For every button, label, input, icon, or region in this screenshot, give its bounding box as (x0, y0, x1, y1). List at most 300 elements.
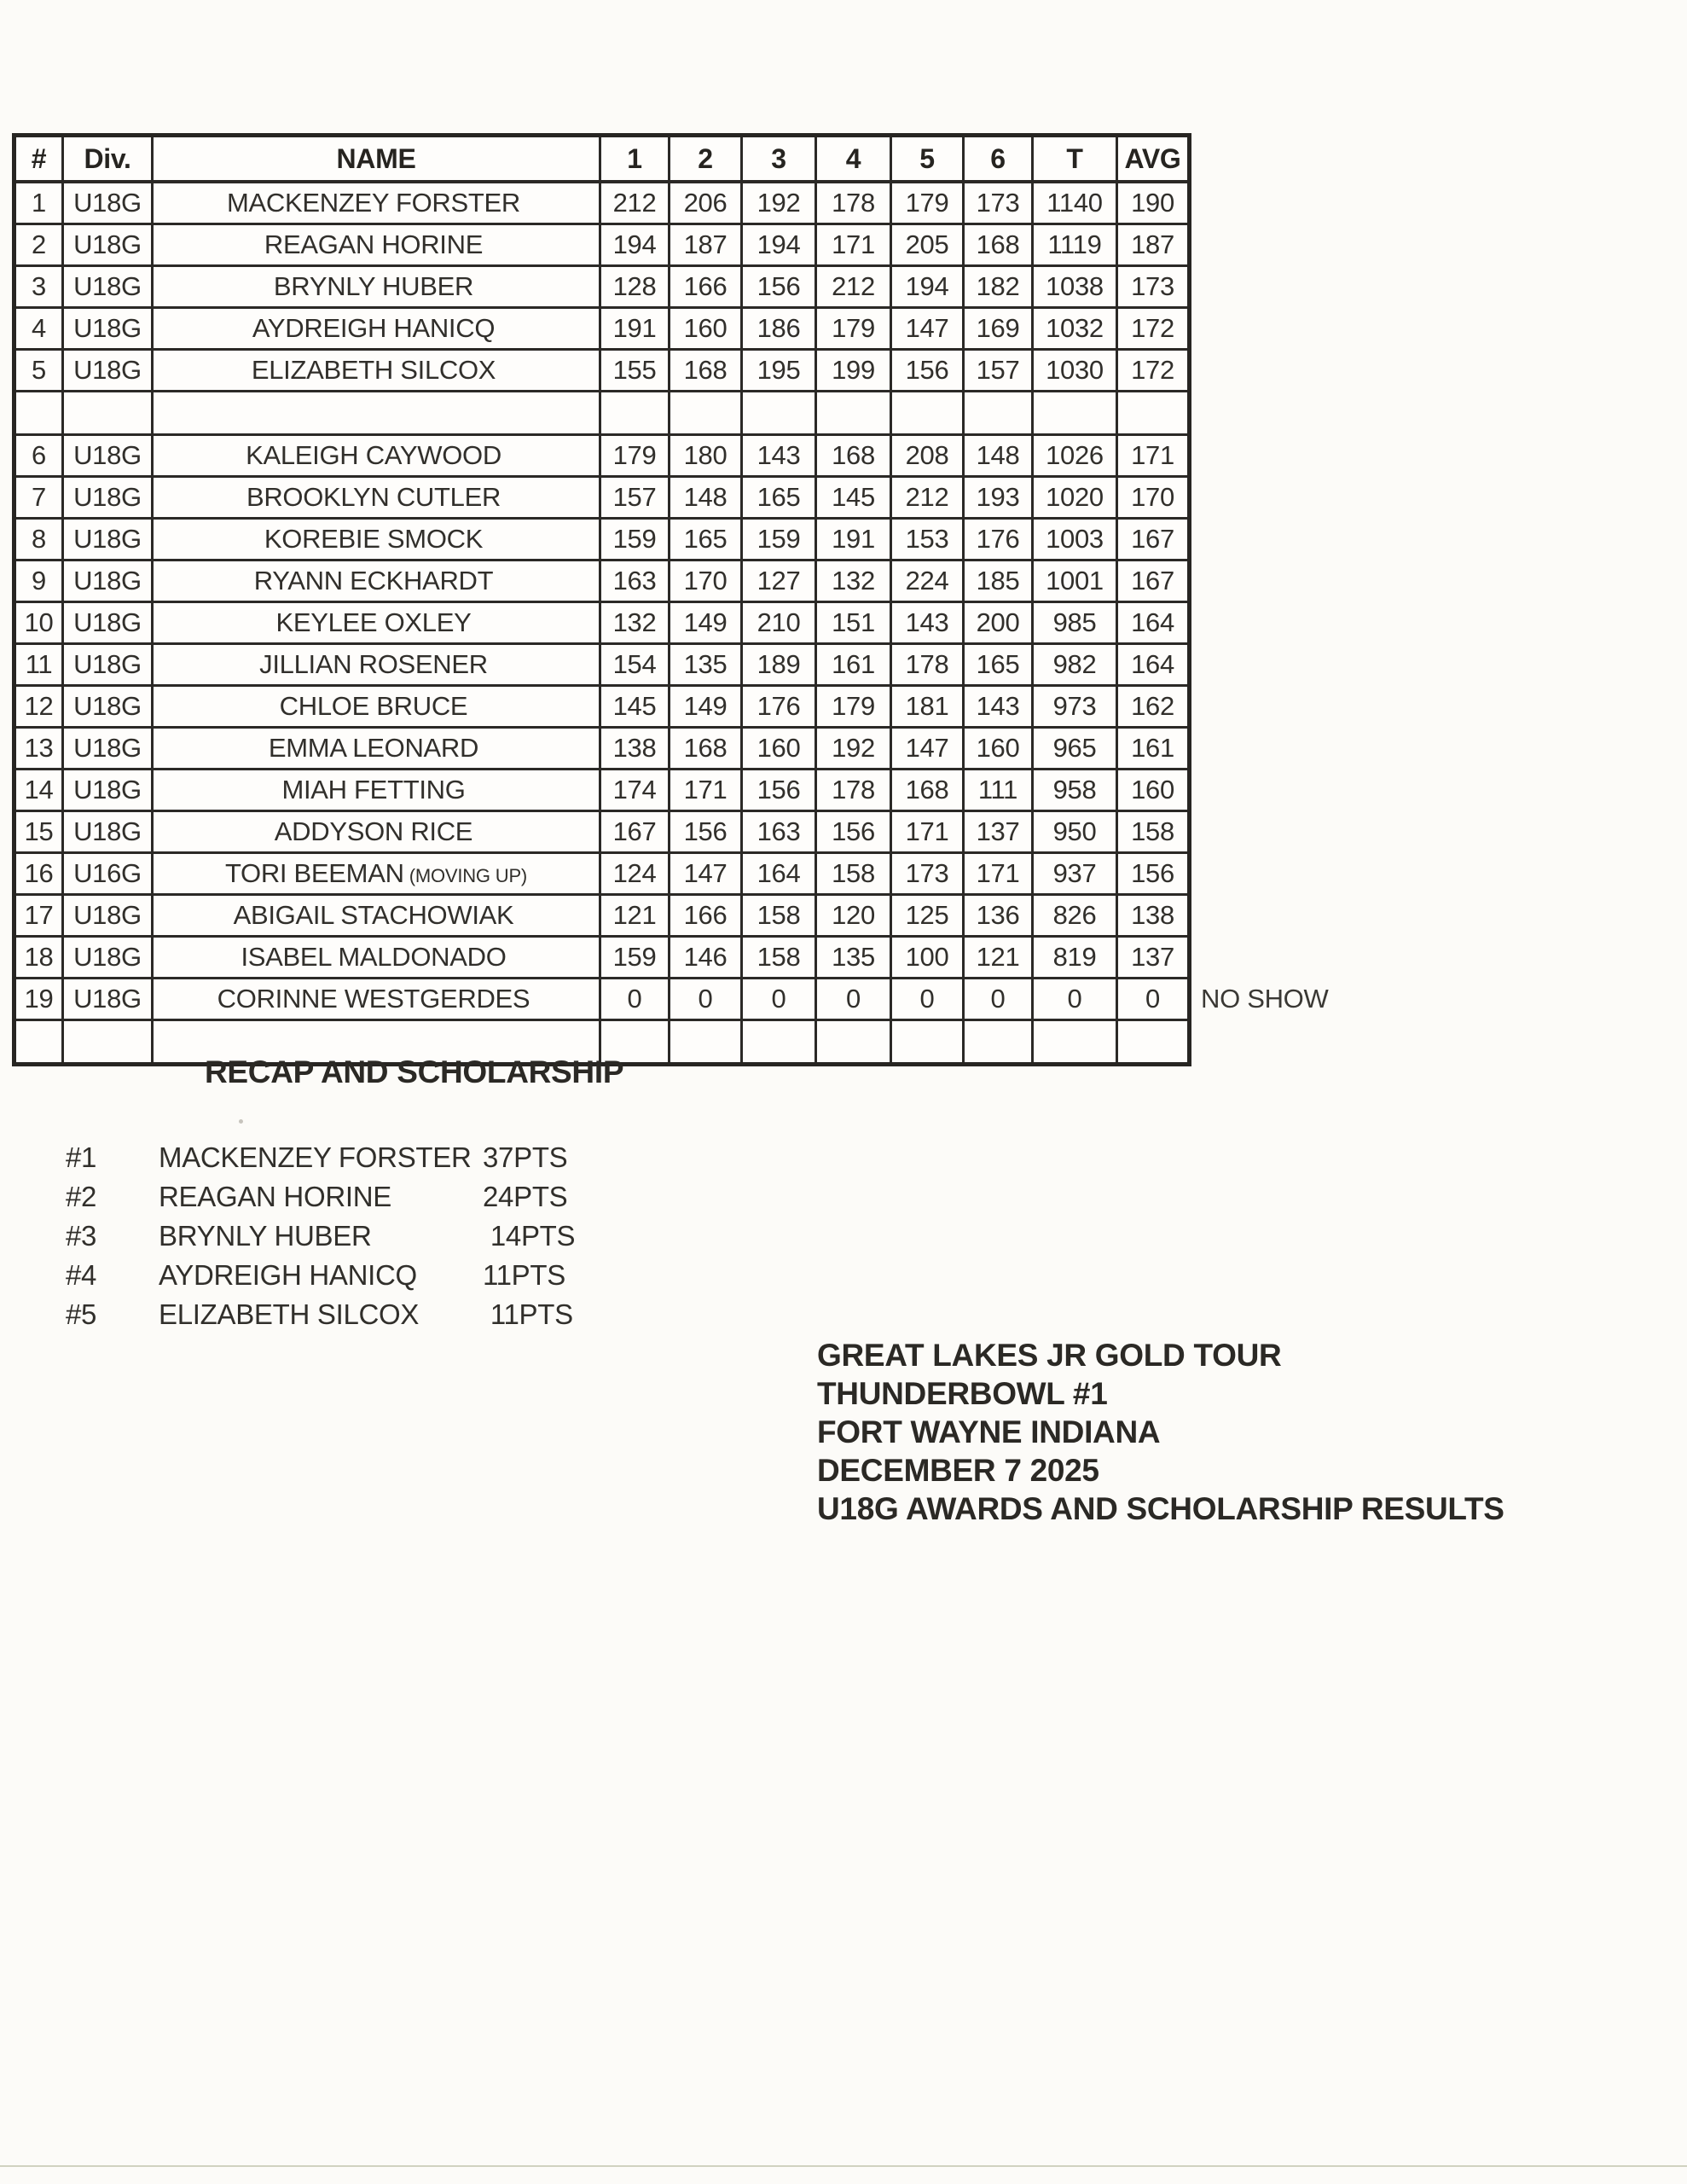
player-name: ADDYSON RICE (274, 816, 473, 846)
game-2-cell: 187 (670, 224, 742, 266)
game-2-cell: 206 (670, 182, 742, 224)
game-6-cell: 160 (964, 728, 1033, 770)
total-cell: 1003 (1033, 519, 1117, 561)
name-cell (153, 895, 600, 937)
division-cell: U18G (63, 561, 153, 602)
game-1-cell: 163 (600, 561, 670, 602)
event-info-line: U18G AWARDS AND SCHOLARSHIP RESULTS (817, 1491, 1504, 1526)
game-4-cell: 168 (816, 435, 891, 477)
division-cell: U18G (63, 519, 153, 561)
recap-item (66, 1256, 705, 1295)
total-cell: 965 (1033, 728, 1117, 770)
game-4-cell: 192 (816, 728, 891, 770)
recap-list (66, 1138, 705, 1334)
total-cell: 982 (1033, 644, 1117, 686)
name-cell (153, 224, 600, 266)
game-6-cell: 185 (964, 561, 1033, 602)
average-value: 164 (1131, 607, 1174, 637)
rank-cell: 4 (14, 308, 63, 350)
recap-item-rank: #2 (66, 1181, 97, 1212)
game-6-cell: 121 (964, 937, 1033, 979)
game-5-cell: 178 (891, 644, 964, 686)
player-name: KALEIGH CAYWOOD (246, 440, 501, 470)
average-cell (1117, 392, 1190, 435)
rank-cell: 15 (14, 811, 63, 853)
game-4-cell: 161 (816, 644, 891, 686)
game-2-cell: 168 (670, 728, 742, 770)
game-6-cell: 182 (964, 266, 1033, 308)
table-row (14, 266, 1190, 308)
table-row (14, 602, 1190, 644)
game-4-cell: 212 (816, 266, 891, 308)
header-game-5: 5 (891, 136, 964, 183)
average-value: 164 (1131, 649, 1174, 679)
average-cell (1117, 182, 1190, 224)
game-3-cell: 165 (742, 477, 816, 519)
rank-cell: 10 (14, 602, 63, 644)
name-cell (153, 770, 600, 811)
recap-item-name: REAGAN HORINE (159, 1181, 391, 1212)
game-2-cell (670, 1020, 742, 1065)
table-row (14, 561, 1190, 602)
average-value: 190 (1131, 188, 1174, 218)
game-4-cell: 179 (816, 686, 891, 728)
header-name: NAME (153, 136, 600, 183)
division-cell: U18G (63, 979, 153, 1020)
game-3-cell (742, 392, 816, 435)
game-3-cell: 195 (742, 350, 816, 392)
rank-cell: 13 (14, 728, 63, 770)
game-5-cell (891, 392, 964, 435)
results-table-body (14, 182, 1329, 1065)
total-cell: 950 (1033, 811, 1117, 853)
game-3-cell: 210 (742, 602, 816, 644)
rank-cell (14, 1020, 63, 1065)
total-cell: 1030 (1033, 350, 1117, 392)
player-name: AYDREIGH HANICQ (252, 313, 496, 343)
game-1-cell: 191 (600, 308, 670, 350)
table-row (14, 895, 1190, 937)
game-3-cell: 164 (742, 853, 816, 895)
game-2-cell: 0 (670, 979, 742, 1020)
recap-item-name: MACKENZEY FORSTER (159, 1141, 472, 1173)
rank-cell: 5 (14, 350, 63, 392)
name-cell (153, 644, 600, 686)
header-game-2: 2 (670, 136, 742, 183)
results-table-header (14, 136, 1190, 183)
table-row (14, 853, 1190, 895)
game-4-cell: 179 (816, 308, 891, 350)
game-2-cell (670, 392, 742, 435)
division-cell (63, 392, 153, 435)
rank-cell: 6 (14, 435, 63, 477)
game-1-cell: 132 (600, 602, 670, 644)
scan-artifact-dot (239, 1119, 243, 1124)
average-value: 172 (1131, 355, 1174, 385)
game-1-cell: 157 (600, 477, 670, 519)
division-cell: U18G (63, 350, 153, 392)
rank-cell (14, 392, 63, 435)
game-3-cell: 194 (742, 224, 816, 266)
game-1-cell: 174 (600, 770, 670, 811)
game-4-cell (816, 1020, 891, 1065)
game-4-cell: 120 (816, 895, 891, 937)
game-4-cell: 178 (816, 182, 891, 224)
player-name-suffix: (MOVING UP) (409, 865, 528, 886)
total-cell: 1020 (1033, 477, 1117, 519)
average-value: 167 (1131, 524, 1174, 554)
table-row (14, 770, 1190, 811)
average-cell (1117, 561, 1190, 602)
average-value: 0 (1145, 984, 1160, 1014)
division-cell: U18G (63, 686, 153, 728)
table-row (14, 224, 1190, 266)
game-5-cell (891, 1020, 964, 1065)
total-cell: 819 (1033, 937, 1117, 979)
game-3-cell: 0 (742, 979, 816, 1020)
game-2-cell: 156 (670, 811, 742, 853)
game-3-cell: 176 (742, 686, 816, 728)
game-2-cell: 180 (670, 435, 742, 477)
total-cell: 826 (1033, 895, 1117, 937)
game-6-cell: 193 (964, 477, 1033, 519)
recap-item (66, 1295, 705, 1334)
recap-item (66, 1177, 705, 1217)
game-4-cell: 132 (816, 561, 891, 602)
table-row (14, 350, 1190, 392)
rank-cell: 1 (14, 182, 63, 224)
player-name: REAGAN HORINE (264, 229, 484, 259)
average-cell (1117, 937, 1190, 979)
game-2-cell: 160 (670, 308, 742, 350)
game-3-cell: 192 (742, 182, 816, 224)
table-row (14, 644, 1190, 686)
average-cell (1117, 519, 1190, 561)
rank-cell: 16 (14, 853, 63, 895)
player-name: JILLIAN ROSENER (259, 649, 488, 679)
game-6-cell: 157 (964, 350, 1033, 392)
total-cell: 1001 (1033, 561, 1117, 602)
game-2-cell: 135 (670, 644, 742, 686)
game-2-cell: 148 (670, 477, 742, 519)
recap-item-points: 14PTS (483, 1220, 576, 1252)
division-cell: U18G (63, 477, 153, 519)
division-cell: U18G (63, 224, 153, 266)
average-cell (1117, 770, 1190, 811)
average-value: 167 (1131, 566, 1174, 595)
game-2-cell: 171 (670, 770, 742, 811)
game-1-cell: 179 (600, 435, 670, 477)
header-total: T (1033, 136, 1117, 183)
game-4-cell: 151 (816, 602, 891, 644)
average-value: 156 (1131, 858, 1174, 888)
game-6-cell: 136 (964, 895, 1033, 937)
table-row (14, 308, 1190, 350)
name-cell (153, 435, 600, 477)
recap-item (66, 1217, 705, 1256)
name-cell (153, 937, 600, 979)
total-cell: 973 (1033, 686, 1117, 728)
header-game-6: 6 (964, 136, 1033, 183)
name-cell (153, 561, 600, 602)
game-2-cell: 149 (670, 686, 742, 728)
player-name: CORINNE WESTGERDES (217, 984, 530, 1014)
game-1-cell: 0 (600, 979, 670, 1020)
game-3-cell: 189 (742, 644, 816, 686)
average-value: 160 (1131, 775, 1174, 804)
rank-cell: 17 (14, 895, 63, 937)
game-5-cell: 194 (891, 266, 964, 308)
game-1-cell (600, 392, 670, 435)
name-cell (153, 182, 600, 224)
total-cell: 937 (1033, 853, 1117, 895)
game-2-cell: 149 (670, 602, 742, 644)
game-3-cell: 186 (742, 308, 816, 350)
division-cell (63, 1020, 153, 1065)
name-cell (153, 519, 600, 561)
name-cell (153, 266, 600, 308)
game-4-cell: 0 (816, 979, 891, 1020)
game-1-cell: 138 (600, 728, 670, 770)
game-4-cell: 191 (816, 519, 891, 561)
recap-item-name: BRYNLY HUBER (159, 1220, 372, 1252)
total-cell: 1140 (1033, 182, 1117, 224)
average-cell (1117, 728, 1190, 770)
game-6-cell: 200 (964, 602, 1033, 644)
average-value: 170 (1131, 482, 1174, 512)
event-info-line: DECEMBER 7 2025 (817, 1453, 1099, 1488)
division-cell: U18G (63, 435, 153, 477)
game-5-cell: 125 (891, 895, 964, 937)
game-5-cell: 147 (891, 308, 964, 350)
average-cell (1117, 686, 1190, 728)
header-row (14, 136, 1190, 183)
total-cell: 1026 (1033, 435, 1117, 477)
table-row (14, 182, 1190, 224)
division-cell: U18G (63, 266, 153, 308)
game-1-cell: 159 (600, 937, 670, 979)
rank-cell: 3 (14, 266, 63, 308)
table-row (14, 686, 1190, 728)
game-6-cell: 176 (964, 519, 1033, 561)
game-1-cell: 154 (600, 644, 670, 686)
rank-cell: 19 (14, 979, 63, 1020)
player-name: BROOKLYN CUTLER (246, 482, 501, 512)
header-game-3: 3 (742, 136, 816, 183)
rank-cell: 12 (14, 686, 63, 728)
game-6-cell: 148 (964, 435, 1033, 477)
table-row (14, 979, 1190, 1020)
table-row (14, 811, 1190, 853)
game-2-cell: 170 (670, 561, 742, 602)
game-6-cell: 168 (964, 224, 1033, 266)
game-2-cell: 166 (670, 895, 742, 937)
average-value: 161 (1131, 733, 1174, 763)
game-1-cell: 167 (600, 811, 670, 853)
results-table (12, 133, 1329, 1066)
name-cell (153, 686, 600, 728)
division-cell: U18G (63, 770, 153, 811)
average-cell (1117, 266, 1190, 308)
total-cell: 958 (1033, 770, 1117, 811)
game-4-cell: 145 (816, 477, 891, 519)
game-5-cell: 208 (891, 435, 964, 477)
game-6-cell (964, 1020, 1033, 1065)
average-cell (1117, 895, 1190, 937)
game-3-cell: 143 (742, 435, 816, 477)
game-5-cell: 147 (891, 728, 964, 770)
recap-item-rank: #4 (66, 1259, 97, 1291)
game-1-cell: 121 (600, 895, 670, 937)
game-5-cell: 212 (891, 477, 964, 519)
division-cell: U18G (63, 308, 153, 350)
average-cell (1117, 979, 1329, 1020)
player-name: RYANN ECKHARDT (253, 566, 494, 595)
game-4-cell: 135 (816, 937, 891, 979)
name-cell (153, 602, 600, 644)
average-value: 171 (1131, 440, 1174, 470)
game-6-cell: 173 (964, 182, 1033, 224)
player-name: BRYNLY HUBER (273, 271, 474, 301)
average-cell (1117, 477, 1190, 519)
average-value: 162 (1131, 691, 1174, 721)
header-game-4: 4 (816, 136, 891, 183)
total-cell: 1119 (1033, 224, 1117, 266)
name-cell (153, 308, 600, 350)
game-1-cell: 124 (600, 853, 670, 895)
recap-item-name: ELIZABETH SILCOX (159, 1298, 420, 1330)
event-info-line: FORT WAYNE INDIANA (817, 1414, 1161, 1449)
rank-cell: 18 (14, 937, 63, 979)
player-name: MIAH FETTING (281, 775, 466, 804)
average-value: 187 (1131, 229, 1174, 259)
game-4-cell (816, 392, 891, 435)
table-row (14, 728, 1190, 770)
division-cell: U16G (63, 853, 153, 895)
name-cell (153, 392, 600, 435)
game-3-cell: 160 (742, 728, 816, 770)
total-cell (1033, 1020, 1117, 1065)
event-info-line: THUNDERBOWL #1 (817, 1376, 1108, 1411)
division-cell: U18G (63, 602, 153, 644)
rank-cell: 7 (14, 477, 63, 519)
average-value: 138 (1131, 900, 1174, 930)
name-cell (153, 979, 600, 1020)
game-4-cell: 178 (816, 770, 891, 811)
game-6-cell: 165 (964, 644, 1033, 686)
average-value: 172 (1131, 313, 1174, 343)
game-3-cell: 156 (742, 770, 816, 811)
rank-cell: 9 (14, 561, 63, 602)
total-cell: 0 (1033, 979, 1117, 1020)
recap-item-points: 11PTS (483, 1259, 565, 1291)
game-3-cell: 158 (742, 895, 816, 937)
total-cell: 985 (1033, 602, 1117, 644)
game-4-cell: 156 (816, 811, 891, 853)
total-cell (1033, 392, 1117, 435)
total-cell: 1038 (1033, 266, 1117, 308)
average-cell (1117, 224, 1190, 266)
average-cell (1117, 644, 1190, 686)
recap-item-points: 24PTS (483, 1181, 568, 1212)
game-1-cell: 155 (600, 350, 670, 392)
average-value: 173 (1131, 271, 1174, 301)
rank-cell: 2 (14, 224, 63, 266)
recap-item-rank: #3 (66, 1220, 97, 1252)
recap-item (66, 1138, 705, 1177)
average-value: 137 (1131, 942, 1174, 972)
average-cell (1117, 602, 1190, 644)
game-5-cell: 168 (891, 770, 964, 811)
header-rank: # (14, 136, 63, 183)
game-5-cell: 173 (891, 853, 964, 895)
division-cell: U18G (63, 728, 153, 770)
game-4-cell: 171 (816, 224, 891, 266)
game-3-cell: 158 (742, 937, 816, 979)
division-cell: U18G (63, 895, 153, 937)
game-5-cell: 205 (891, 224, 964, 266)
table-row (14, 477, 1190, 519)
game-3-cell: 127 (742, 561, 816, 602)
player-name: ISABEL MALDONADO (241, 942, 507, 972)
game-6-cell: 171 (964, 853, 1033, 895)
game-5-cell: 171 (891, 811, 964, 853)
average-cell (1117, 308, 1190, 350)
header-division: Div. (63, 136, 153, 183)
table-row (14, 937, 1190, 979)
game-4-cell: 158 (816, 853, 891, 895)
recap-item-points: 11PTS (483, 1298, 573, 1330)
game-3-cell: 159 (742, 519, 816, 561)
division-cell: U18G (63, 182, 153, 224)
player-name: ABIGAIL STACHOWIAK (233, 900, 514, 930)
player-name: KEYLEE OXLEY (275, 607, 472, 637)
name-cell (153, 477, 600, 519)
player-name: EMMA LEONARD (268, 733, 479, 763)
recap-item-name: AYDREIGH HANICQ (159, 1259, 417, 1291)
player-name: MACKENZEY FORSTER (227, 188, 520, 218)
table-row (14, 392, 1190, 435)
average-cell (1117, 853, 1190, 895)
name-cell (153, 350, 600, 392)
header-game-1: 1 (600, 136, 670, 183)
average-cell (1117, 350, 1190, 392)
player-name: CHLOE BRUCE (279, 691, 468, 721)
recap-item-rank: #1 (66, 1141, 97, 1173)
recap-title: RECAP AND SCHOLARSHIP (205, 1054, 624, 1089)
average-cell (1117, 1020, 1190, 1065)
game-6-cell (964, 392, 1033, 435)
average-cell (1117, 811, 1190, 853)
rank-cell: 11 (14, 644, 63, 686)
name-cell (153, 811, 600, 853)
rank-cell: 14 (14, 770, 63, 811)
game-5-cell: 153 (891, 519, 964, 561)
header-average: AVG (1117, 136, 1190, 183)
average-cell (1117, 435, 1190, 477)
table-row (14, 519, 1190, 561)
game-2-cell: 146 (670, 937, 742, 979)
event-info-block (817, 1336, 1504, 1528)
recap-item-rank: #5 (66, 1298, 97, 1330)
division-cell: U18G (63, 644, 153, 686)
name-cell (153, 728, 600, 770)
game-1-cell: 159 (600, 519, 670, 561)
no-show-note: NO SHOW (1201, 984, 1329, 1014)
game-5-cell: 179 (891, 182, 964, 224)
game-5-cell: 143 (891, 602, 964, 644)
scan-artifact-line (0, 2165, 1687, 2167)
